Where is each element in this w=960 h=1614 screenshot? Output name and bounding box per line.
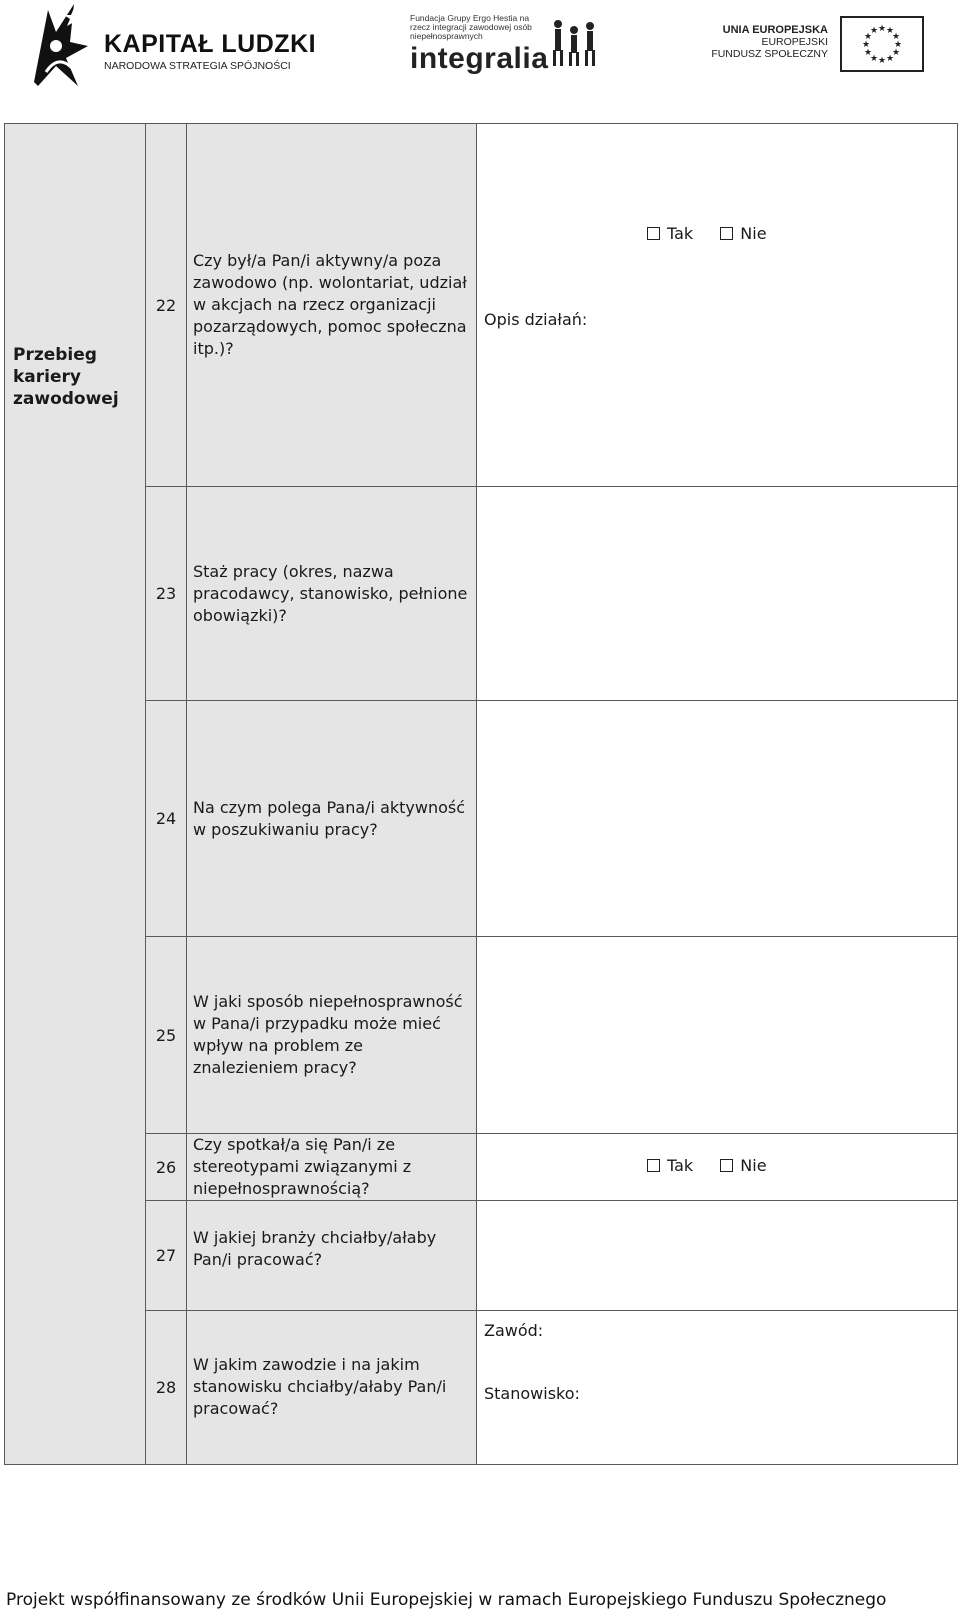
table-row bbox=[5, 1201, 958, 1311]
row-question: W jakiej branży chciałby/ałaby Pan/i pracować? bbox=[187, 1201, 477, 1311]
table-row bbox=[5, 701, 958, 937]
row-question: Czy był/a Pan/i aktywny/a poza zawodowo (np. wolontariat, udział w akcjach na rzecz organizacji pozarządowych, pomoc społeczna itp.)? bbox=[187, 124, 477, 487]
integralia-logo bbox=[410, 14, 610, 74]
option-no-label: Nie bbox=[740, 1156, 767, 1175]
checkbox-icon[interactable] bbox=[720, 1159, 733, 1172]
option-no[interactable] bbox=[720, 1156, 766, 1175]
svg-text:★: ★ bbox=[877, 24, 887, 34]
answer-cell[interactable] bbox=[477, 124, 958, 487]
eu-text bbox=[711, 24, 828, 60]
checkbox-icon[interactable] bbox=[647, 227, 660, 240]
page-header bbox=[0, 0, 960, 100]
questionnaire-table bbox=[4, 123, 958, 1465]
answer-cell[interactable] bbox=[477, 487, 958, 701]
answer-cell[interactable] bbox=[477, 1134, 958, 1201]
section-cell bbox=[5, 124, 146, 1465]
answer-label-position: Stanowisko: bbox=[484, 1384, 580, 1403]
checkbox-icon[interactable] bbox=[647, 1159, 660, 1172]
option-yes-label: Tak bbox=[667, 224, 694, 243]
integralia-name: integralia bbox=[410, 42, 549, 75]
row-question: Staż pracy (okres, nazwa pracodawcy, stanowisko, pełnione obowiązki)? bbox=[187, 487, 477, 701]
svg-text:★: ★ bbox=[893, 40, 903, 50]
answer-cell[interactable] bbox=[477, 937, 958, 1134]
svg-text:★: ★ bbox=[863, 48, 873, 58]
eu-line-1: UNIA EUROPEJSKA bbox=[722, 24, 828, 36]
integralia-tagline: Fundacja Grupy Ergo Hestia na rzecz integracji zawodowej osób niepełnosprawnych bbox=[410, 13, 532, 41]
eu-flag-icon bbox=[840, 16, 924, 72]
row-number: 27 bbox=[146, 1201, 187, 1311]
answer-cell[interactable] bbox=[477, 701, 958, 937]
svg-text:★: ★ bbox=[891, 48, 901, 58]
yes-no-options bbox=[647, 224, 767, 243]
footer-text: Projekt współfinansowany ze środków Unii Europejskiej w ramach Europejskiego Funduszu Społecznego bbox=[6, 1590, 887, 1610]
row-number: 23 bbox=[146, 487, 187, 701]
svg-text:★: ★ bbox=[885, 26, 895, 36]
row-question: Na czym polega Pana/i aktywność w poszukiwaniu pracy? bbox=[187, 701, 477, 937]
row-question: W jakim zawodzie i na jakim stanowisku chciałby/ałaby Pan/i pracować? bbox=[187, 1311, 477, 1465]
option-yes[interactable] bbox=[647, 1156, 693, 1175]
people-figures-icon bbox=[550, 18, 598, 68]
kapital-ludzki-emblem-icon bbox=[26, 2, 96, 88]
option-yes-label: Tak bbox=[667, 1156, 694, 1175]
option-yes[interactable] bbox=[647, 224, 693, 243]
table-row bbox=[5, 1311, 958, 1465]
row-question: Czy spotkał/a się Pan/i ze stereotypami związanymi z niepełnosprawnością? bbox=[187, 1134, 477, 1201]
table-row bbox=[5, 487, 958, 701]
answer-cell[interactable] bbox=[477, 1311, 958, 1465]
row-number: 24 bbox=[146, 701, 187, 937]
table-row bbox=[5, 1134, 958, 1201]
row-number: 28 bbox=[146, 1311, 187, 1465]
kapital-ludzki-logo bbox=[26, 2, 317, 88]
answer-label-profession: Zawód: bbox=[484, 1321, 544, 1340]
svg-text:★: ★ bbox=[863, 32, 873, 42]
table-row bbox=[5, 124, 958, 487]
svg-text:★: ★ bbox=[885, 54, 895, 64]
kapital-ludzki-subtitle: NARODOWA STRATEGIA SPÓJNOŚCI bbox=[104, 60, 291, 72]
option-no-label: Nie bbox=[740, 224, 767, 243]
row-question: W jaki sposób niepełnosprawność w Pana/i przypadku może mieć wpływ na problem ze znalezieniem pracy? bbox=[187, 937, 477, 1134]
answer-cell[interactable] bbox=[477, 1201, 958, 1311]
table-row bbox=[5, 937, 958, 1134]
svg-text:★: ★ bbox=[869, 54, 879, 64]
svg-text:★: ★ bbox=[869, 26, 879, 36]
svg-text:★: ★ bbox=[861, 40, 871, 50]
eu-logo bbox=[711, 16, 924, 72]
answer-label: Opis działań: bbox=[484, 310, 588, 329]
svg-text:★: ★ bbox=[891, 32, 901, 42]
kapital-ludzki-title: KAPITAŁ LUDZKI bbox=[104, 30, 317, 58]
eu-line-2: EUROPEJSKI bbox=[761, 36, 828, 48]
row-number: 25 bbox=[146, 937, 187, 1134]
svg-text:★: ★ bbox=[877, 56, 887, 66]
section-label: Przebieg kariery zawodowej bbox=[13, 345, 119, 409]
row-number: 26 bbox=[146, 1134, 187, 1201]
yes-no-options bbox=[647, 1156, 767, 1175]
eu-line-3: FUNDUSZ SPOŁECZNY bbox=[711, 48, 828, 60]
option-no[interactable] bbox=[720, 224, 766, 243]
checkbox-icon[interactable] bbox=[720, 227, 733, 240]
row-number: 22 bbox=[146, 124, 187, 487]
